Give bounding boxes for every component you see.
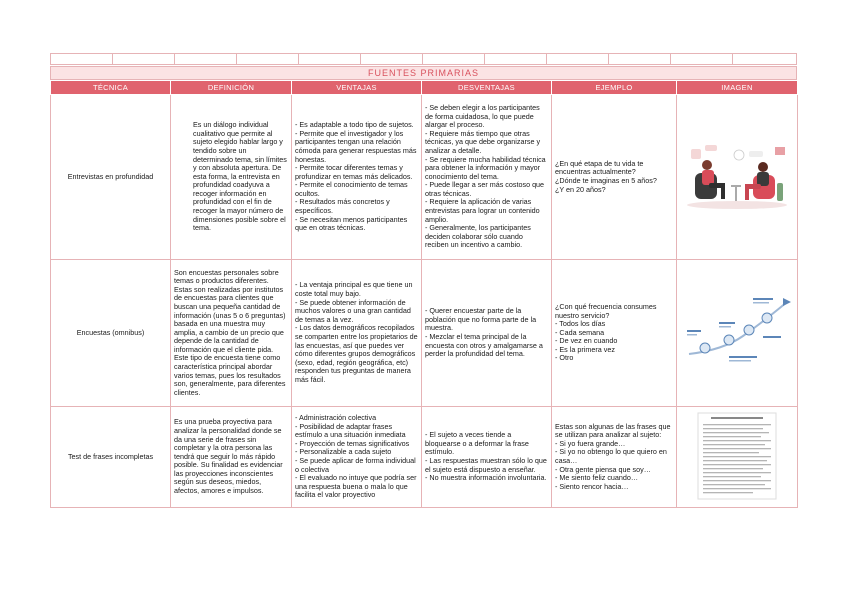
list-item: - Puede llegar a ser más costoso que otras técnicas. bbox=[425, 180, 545, 198]
list-item: - El sujeto a veces tiende a bloquearse o a deformar la frase estímulo. bbox=[425, 430, 529, 457]
list-item: - Me siento feliz cuando… bbox=[555, 473, 639, 483]
list-item: - Las respuestas muestran sólo lo que el sujeto está dispuesto a enseñar. bbox=[425, 456, 547, 474]
sentence-test-sheet bbox=[697, 412, 777, 500]
list-item: - Proyección de temas significativos bbox=[295, 438, 410, 448]
list-item: - Resultados más concretos y específicos. bbox=[295, 197, 390, 216]
header-row bbox=[51, 81, 798, 95]
list-item: - Requiere más tiempo que otras técnicas, ya que debe organizarse y analizar a detalle. bbox=[425, 128, 541, 155]
desventajas-cell bbox=[422, 407, 552, 508]
ventajas-cell bbox=[292, 260, 422, 407]
list-item: - Permite tocar diferentes temas y profundizar en temas más delicados. bbox=[295, 163, 413, 181]
list-item: ¿Con qué frecuencia consumes nuestro servicio? bbox=[555, 301, 657, 320]
list-item: - Es la primera vez bbox=[555, 344, 615, 354]
list-item: - Mezclar el tema principal de la encuesta con otros y amalgamarse a perder la profundidad del tema. bbox=[425, 332, 543, 359]
imagen-cell bbox=[677, 260, 798, 407]
header-definicion: DEFINICIÓN bbox=[171, 81, 292, 95]
list-item: - No muestra información involuntaria. bbox=[425, 473, 547, 483]
ejemplo-cell bbox=[552, 95, 677, 260]
list-item: - Se requiere mucha habilidad técnica para obtener la información y mayor conocimiento del tema. bbox=[425, 154, 546, 181]
ventajas-cell bbox=[292, 95, 422, 260]
list-item: - Permite el conocimiento de temas ocultos. bbox=[295, 180, 408, 198]
list-item: - Si yo no obtengo lo que quiero en casa… bbox=[555, 447, 667, 465]
list-item: - Otro bbox=[555, 353, 574, 363]
desventajas-cell bbox=[422, 95, 552, 260]
primary-sources-table bbox=[50, 80, 798, 508]
list-item: - Se puede aplicar de forma individual o colectiva bbox=[295, 456, 416, 474]
list-item: - Cada semana bbox=[555, 327, 605, 337]
list-item: - Se deben elegir a los participantes de forma cuidadosa, lo que puede alargar el proceso. bbox=[425, 102, 540, 130]
ejemplo-cell bbox=[552, 407, 677, 508]
list-item: - De vez en cuando bbox=[555, 336, 618, 346]
table-row bbox=[51, 407, 798, 508]
survey-chart-graphic bbox=[683, 292, 793, 372]
interview-illustration bbox=[683, 139, 791, 213]
list-item: - Los datos demográficos recopilados se comparten entre los propietarios de las encuestas, así que puedes ver cómo diferentes grupos demográficos (sexo, edad, región geográfica, etc) responden tus preguntas de manera más fácil. bbox=[295, 323, 418, 384]
desventajas-cell bbox=[422, 260, 552, 407]
list-item: - Generalmente, los participantes deciden colaborar sólo cuando reciben un incentivo a cambio. bbox=[425, 223, 531, 250]
tecnica-cell: Test de frases incompletas bbox=[51, 407, 171, 508]
header-desventajas: DESVENTAJAS bbox=[422, 81, 552, 95]
list-item: - Requiere la aplicación de varias entrevistas para lograr un contenido amplio. bbox=[425, 197, 540, 224]
list-item: - Administración colectiva bbox=[295, 413, 377, 423]
header-imagen: IMAGEN bbox=[677, 81, 798, 95]
header-ejemplo: EJEMPLO bbox=[552, 81, 677, 95]
list-item: - Se necesitan menos participantes que en otras técnicas. bbox=[295, 214, 408, 233]
list-item: - Personalizable a cada sujeto bbox=[295, 447, 392, 457]
list-item: - Otra gente piensa que soy… bbox=[555, 464, 651, 474]
list-item: ¿En qué etapa de tu vida te encuentras actualmente? bbox=[555, 158, 644, 177]
list-item: Estas son algunas de las frases que se utilizan para analizar al sujeto: bbox=[555, 421, 671, 440]
ejemplo-cell bbox=[552, 260, 677, 407]
definicion-cell: Es un diálogo individual cualitativo que permite al sujeto elegido hablar largo y tendido sobre un determinado tema, sin límites y con absoluta apertura. De esta forma, la entrevista en profundidad coadyuva a recoger información en profundidad con el fin de recoger la mayor número de dimensiones posible sobre el tema. bbox=[171, 95, 292, 260]
list-item: - Se puede obtener información de muchos valores o una gran cantidad de temas a la vez. bbox=[295, 297, 411, 324]
list-item: - Siento rencor hacia… bbox=[555, 481, 629, 491]
list-item: ¿Y en 20 años? bbox=[555, 184, 606, 194]
list-item: - Si yo fuera grande… bbox=[555, 438, 626, 448]
header-tecnica: TÉCNICA bbox=[51, 81, 171, 95]
list-item: ¿Dónde te imaginas en 5 años? bbox=[555, 176, 657, 185]
table-row bbox=[51, 260, 798, 407]
list-item: - Todos los días bbox=[555, 319, 606, 329]
header-ventajas: VENTAJAS bbox=[292, 81, 422, 95]
definicion-cell: Son encuestas personales sobre temas o productos diferentes. Estas son realizadas por institutos de encuestas para clientes que buscan una pequeña cantidad de información (unas 5 o 6 preguntas) basada en una muestra muy amplia, a cambio de un precio que depende de la cantidad de información que el cliente pida. Este tipo de encuesta tiene como característica principal abordar varios temas, pues los resultados son, generalmente, para diferentes clientes. bbox=[171, 260, 292, 407]
list-item: - Querer encuestar parte de la población que no forma parte de la muestra. bbox=[425, 306, 537, 333]
list-item: - Es adaptable a todo tipo de sujetos. bbox=[295, 120, 414, 130]
definicion-cell: Es una prueba proyectiva para analizar la personalidad donde se da una serie de frases sin completar y la otra persona las tendrá que seguir lo más rápido posible. Su finalidad es evidenciar las proyecciones inconscientes según sus deseos, miedos, afectos, amores e impulsos. bbox=[171, 407, 292, 508]
tecnica-cell: Entrevistas en profundidad bbox=[51, 95, 171, 260]
list-item: - El evaluado no intuye que podría ser una respuesta buena o mala lo que facilita el valor proyectivo bbox=[295, 473, 417, 500]
table-row bbox=[51, 95, 798, 260]
list-item: - La ventaja principal es que tiene un coste total muy bajo. bbox=[295, 280, 413, 299]
spreadsheet-grid-row bbox=[50, 53, 797, 66]
list-item: - Permite que el investigador y los participantes tengan una relación cómoda para generar respuestas más honestas. bbox=[295, 128, 417, 164]
imagen-cell bbox=[677, 407, 798, 508]
list-item: - Posibilidad de adaptar frases estímulo a una situación inmediata bbox=[295, 421, 406, 440]
table-title: FUENTES PRIMARIAS bbox=[50, 66, 797, 80]
imagen-cell bbox=[677, 95, 798, 260]
tecnica-cell: Encuestas (omnibus) bbox=[51, 260, 171, 407]
ventajas-cell bbox=[292, 407, 422, 508]
